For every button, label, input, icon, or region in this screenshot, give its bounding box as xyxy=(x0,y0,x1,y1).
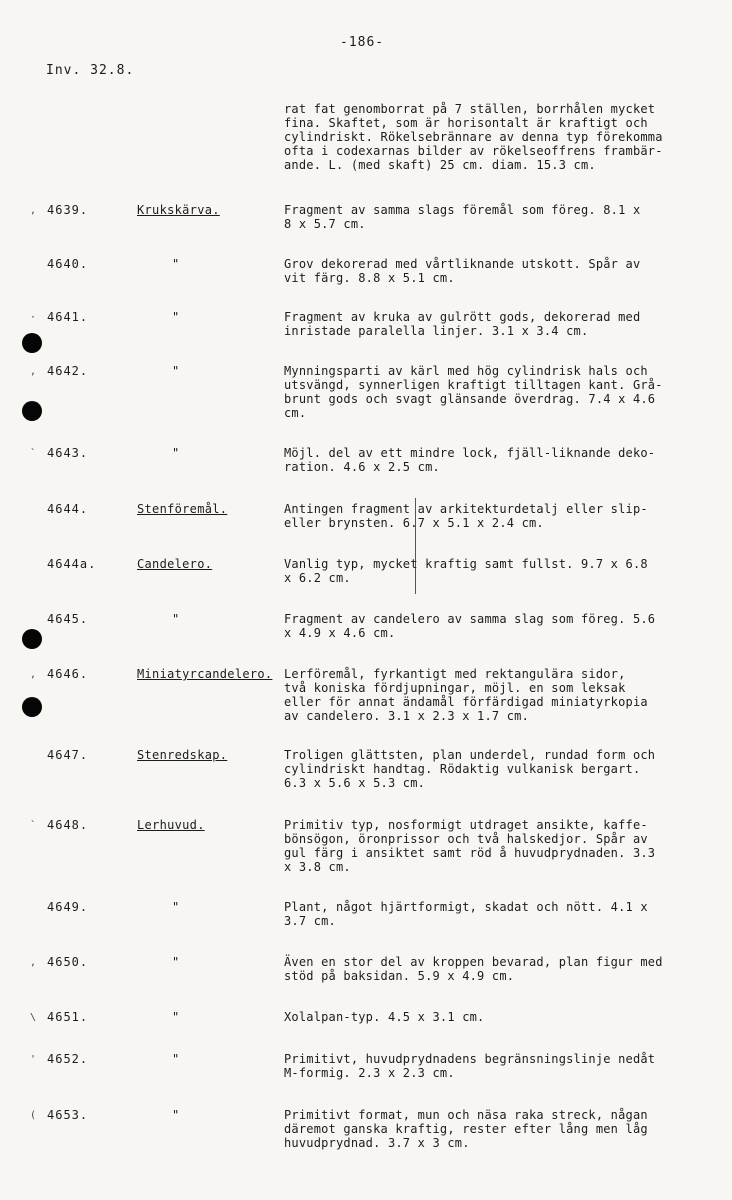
margin-mark: ` xyxy=(30,820,37,831)
catalog-entry xyxy=(0,612,732,672)
entry-category: Lerhuvud. xyxy=(137,818,205,832)
margin-mark: , xyxy=(30,669,37,680)
ditto-mark: " xyxy=(172,446,180,460)
entry-category: Miniatyrcandelero. xyxy=(137,667,273,681)
catalog-entry xyxy=(0,818,732,878)
ditto-mark: " xyxy=(172,612,180,626)
intro-text: rat fat genomborrat på 7 ställen, borrhålen mycket fina. Skaftet, som är horisontalt är kraftigt och cylindriskt. Rökelsebrännare av denna typ förekomma ofta i codexarnas bilder av rökelseoffrens frambär- ande. L. (med skaft) 25 cm. diam. 15.3 cm. xyxy=(284,102,663,172)
margin-mark: \ xyxy=(30,1012,37,1023)
entry-description: Grov dekorerad med vårtliknande utskott. Spår av vit färg. 8.8 x 5.1 cm. xyxy=(284,257,641,285)
catalog-entry xyxy=(0,203,732,263)
entry-category: Stenföremål. xyxy=(137,502,228,516)
margin-mark: ( xyxy=(30,1110,37,1121)
entry-number: 4640. xyxy=(47,257,89,271)
entry-description: Troligen glättsten, plan underdel, rundad form och cylindriskt handtag. Rödaktig vulkanisk bergart. 6.3 x 5.6 x 5.3 cm. xyxy=(284,748,656,790)
margin-mark: ` xyxy=(30,448,37,459)
entry-number: 4653. xyxy=(47,1108,89,1122)
catalog-entry xyxy=(0,257,732,317)
entry-number: 4648. xyxy=(47,818,89,832)
catalog-entry xyxy=(0,900,732,960)
entry-category: Stenredskap. xyxy=(137,748,228,762)
entry-number: 4644. xyxy=(47,502,89,516)
ditto-mark: " xyxy=(172,955,180,969)
entry-number: 4646. xyxy=(47,667,89,681)
catalog-entry xyxy=(0,748,732,808)
catalog-entry xyxy=(0,1108,732,1168)
entry-number: 4639. xyxy=(47,203,89,217)
ditto-mark: " xyxy=(172,364,180,378)
margin-mark: · xyxy=(30,312,37,323)
entry-description: Antingen fragment av arkitekturdetalj eller slip- eller brynsten. 6.7 x 5.1 x 2.4 cm. xyxy=(284,502,648,530)
page-number: -186- xyxy=(340,35,385,50)
margin-mark: , xyxy=(30,957,37,968)
entry-number: 4641. xyxy=(47,310,89,324)
ditto-mark: " xyxy=(172,1052,180,1066)
ditto-mark: " xyxy=(172,900,180,914)
entry-number: 4644a. xyxy=(47,557,97,571)
catalog-entry xyxy=(0,557,732,617)
entry-description: Plant, något hjärtformigt, skadat och nött. 4.1 x 3.7 cm. xyxy=(284,900,648,928)
entry-number: 4645. xyxy=(47,612,89,626)
catalog-entry xyxy=(0,955,732,1015)
entry-category: Candelero. xyxy=(137,557,213,571)
entry-description: Primitiv typ, nosformigt utdraget ansikte, kaffe- bönsögon, öronprissor och två halskedjor. Spår av gul färg i ansiktet samt röd å huvudprydnaden. 3.3 x 3.8 cm. xyxy=(284,818,656,874)
inventory-label: Inv. 32.8. xyxy=(46,63,135,78)
entry-description: Fragment av kruka av gulrött gods, dekorerad med inristade paralella linjer. 3.1 x 3.4 cm. xyxy=(284,310,641,338)
entry-description: Möjl. del av ett mindre lock, fjäll-liknande deko- ration. 4.6 x 2.5 cm. xyxy=(284,446,656,474)
entry-description: Primitivt format, mun och näsa raka streck, någan däremot ganska kraftig, rester efter lång men låg huvudprydnad. 3.7 x 3 cm. xyxy=(284,1108,648,1150)
entry-description: Vanlig typ, mycket kraftig samt fullst. 9.7 x 6.8 x 6.2 cm. xyxy=(284,557,648,585)
entry-description: Primitivt, huvudprydnadens begränsningslinje nedåt M-formig. 2.3 x 2.3 cm. xyxy=(284,1052,656,1080)
ditto-mark: " xyxy=(172,1108,180,1122)
entry-category: Krukskärva. xyxy=(137,203,220,217)
entry-number: 4647. xyxy=(47,748,89,762)
catalog-entry xyxy=(0,446,732,506)
margin-mark: , xyxy=(30,205,37,216)
entry-description: Mynningsparti av kärl med hög cylindrisk hals och utsvängd, synnerligen kraftigt tilltagen kant. Grå- brunt gods och svagt glänsande överdrag. 7.4 x 4.6 cm. xyxy=(284,364,663,420)
entry-description: Fragment av candelero av samma slag som föreg. 5.6 x 4.9 x 4.6 cm. xyxy=(284,612,656,640)
catalog-entry xyxy=(0,310,732,370)
margin-mark: ' xyxy=(30,1054,37,1065)
ditto-mark: " xyxy=(172,1010,180,1024)
ditto-mark: " xyxy=(172,310,180,324)
catalog-entry xyxy=(0,667,732,727)
entry-number: 4649. xyxy=(47,900,89,914)
entry-number: 4652. xyxy=(47,1052,89,1066)
margin-mark: , xyxy=(30,366,37,377)
entry-number: 4650. xyxy=(47,955,89,969)
entry-number: 4643. xyxy=(47,446,89,460)
catalog-entry xyxy=(0,364,732,424)
entry-number: 4651. xyxy=(47,1010,89,1024)
entry-description: Lerföremål, fyrkantigt med rektangulära sidor, två koniska fördjupningar, möjl. en som leksak eller för annat ändamål förfärdigad miniatyrkopia av candelero. 3.1 x 2.3 x 1.7 cm. xyxy=(284,667,648,723)
entry-description: Även en stor del av kroppen bevarad, plan figur med stöd på baksidan. 5.9 x 4.9 cm. xyxy=(284,955,663,983)
entry-number: 4642. xyxy=(47,364,89,378)
ditto-mark: " xyxy=(172,257,180,271)
catalog-entry xyxy=(0,502,732,562)
catalog-entry xyxy=(0,1052,732,1112)
entry-description: Fragment av samma slags föremål som föreg. 8.1 x 8 x 5.7 cm. xyxy=(284,203,641,231)
entry-description: Xolalpan-typ. 4.5 x 3.1 cm. xyxy=(284,1010,485,1024)
